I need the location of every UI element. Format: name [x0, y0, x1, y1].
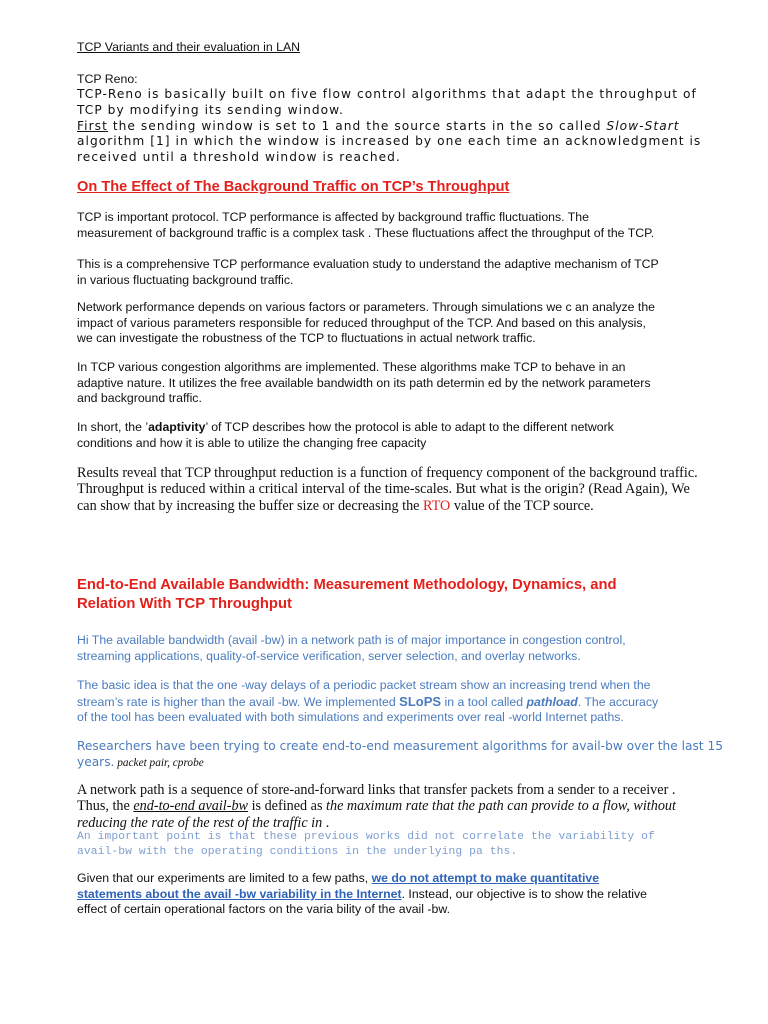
s1-paragraph-4: In TCP various congestion algorithms are implemented. These algorithms make TCP to behave in an adaptive nature. It utilizes the free available bandwidth on its path determin ed by the network parameters and background traffic.	[77, 360, 651, 406]
packet-pair-note: packet pair, cprobe	[114, 757, 204, 769]
s2-blue-paragraph-2: The basic idea is that the one -way delays of a periodic packet stream show an increasing trend when the stream’s rate is higher than the avail -bw. We implemented SLoPS in a tool called pathload. The accuracy of the tool has been evaluated with both simulations and experiments over real -world Internet paths.	[77, 678, 659, 725]
s2-definition-paragraph: A network path is a sequence of store-and-forward links that transfer packets from a sender to a receiver . Thus, the end-to-end avail-bw is defined as the maximum rate that the path can provide to a flow, without reducing the rate of the rest of the traffic in .	[77, 782, 676, 831]
reno-first: First	[77, 118, 108, 133]
s1-paragraph-2: This is a comprehensive TCP performance evaluation study to understand the adaptive mechanism of TCP in various fluctuating background traffic.	[77, 257, 659, 287]
section1-title: On The Effect of The Background Traffic on TCP’s Throughput	[77, 179, 510, 195]
section2-title: End-to-End Available Bandwidth: Measurement Methodology, Dynamics, and Relation With TCP Throughput	[77, 577, 617, 612]
heading-lan: TCP Variants and their evaluation in LAN	[77, 40, 301, 54]
s1-paragraph-3: Network performance depends on various factors or parameters. Through simulations we c an analyze the impact of various parameters responsible for reduced throughput of the TCP. And based on this analysis, we can investigate the robustness of the TCP to fluctuations in actual network traffic.	[77, 300, 656, 346]
pathload-term: pathload	[526, 694, 578, 709]
reno-line-5: received until a threshold window is reached.	[77, 150, 401, 165]
adaptivity-term: adaptivity	[148, 420, 206, 434]
s1-paragraph-5: In short, the ’adaptivity’ of TCP describes how the protocol is able to adapt to the different network conditions and how it is able to utilize the changing free capacity	[77, 420, 614, 450]
rto-term: RTO	[423, 497, 451, 514]
quantitative-statement-link[interactable]: we do not attempt to make quantitative	[371, 871, 600, 885]
reno-label: TCP Reno:	[77, 72, 138, 86]
reno-line-2: TCP by modifying its sending window.	[77, 102, 344, 117]
s2-mono-paragraph: An important point is that these previous works did not correlate the variability of avail-bw with the operating conditions in the underlying pa ths.	[77, 831, 655, 858]
slops-term: SLoPS	[399, 693, 442, 709]
reno-paragraph	[77, 87, 717, 166]
reno-slow-start: Slow-Start	[606, 118, 680, 133]
s1-paragraph-1: TCP is important protocol. TCP performance is affected by background traffic fluctuations. The measurement of background traffic is a complex task . These fluctuations affect the throughput of the TCP.	[77, 210, 655, 240]
s2-blue-paragraph-3: Researchers have been trying to create end-to-end measurement algorithms for avail-bw over the last 15 years. packet pair, cprobe	[77, 739, 723, 769]
s1-results-paragraph: Results reveal that TCP throughput reduction is a function of frequency component of the background traffic. Throughput is reduced within a critical interval of the time-scales. But what is the origin? (Read Again), We can show that by increasing the buffer size or decreasing the RTO value of the TCP source.	[77, 465, 698, 514]
s2-blue-paragraph-1: Hi The available bandwidth (avail -bw) in a network path is of major importance in congestion control, streaming applications, quality-of-service verification, server selection, and overlay networks.	[77, 633, 626, 663]
s2-final-paragraph: Given that our experiments are limited to a few paths, we do not attempt to make quantitative statements about the avail -bw variability in the Internet. Instead, our objective is to show the relative effect of certain operational factors on the varia bility of the avail -bw.	[77, 871, 647, 917]
reno-line-4: algorithm [1] in which the window is increased by one each time an acknowledgment is	[77, 134, 702, 149]
reno-line-3: First the sending window is set to 1 and the source starts in the so called Slow-Start	[77, 118, 680, 133]
avail-bw-term: end-to-end avail-bw	[133, 798, 249, 815]
variability-statement-link[interactable]: statements about the avail -bw variability in the Internet	[77, 886, 402, 901]
reno-line-1: TCP-Reno is basically built on five flow control algorithms that adapt the throughput of	[77, 87, 697, 101]
